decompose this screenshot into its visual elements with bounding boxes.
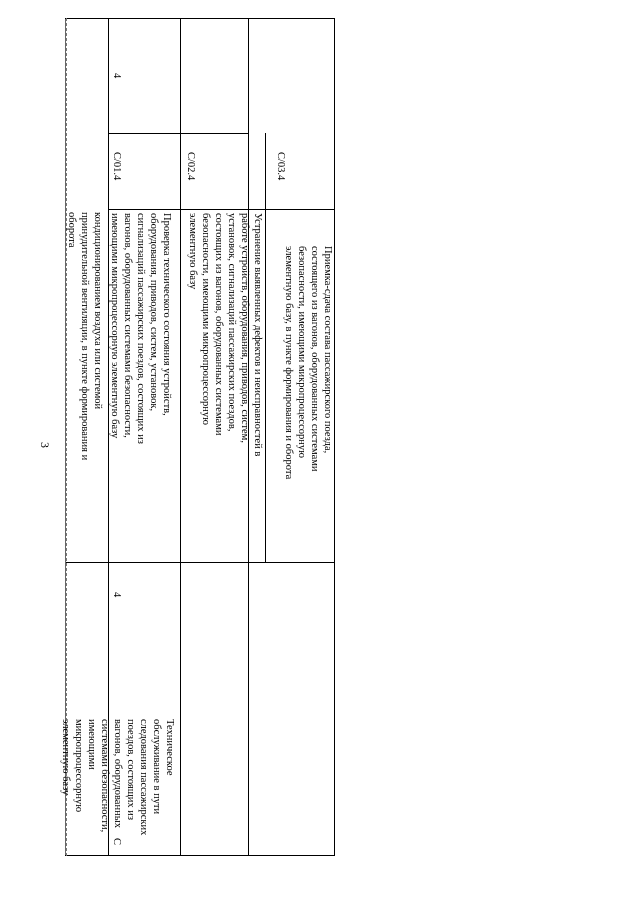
task-name: Устранение выявленных дефектов и неисправностей в работе устройств, оборудования, приводов, систем, установок, сигнализаций пассажирских поездов, состоящих из вагонов, оборудованных системами безопасности, имеющими микропроцессорную элементную базу [187,213,263,457]
table-border-bottom [65,855,335,856]
task-code: С/03.4 [275,152,286,181]
continuation-level: 4 [111,73,122,79]
continuation-text: кондиционированием воздуха или системой принудительной вентиляции, в пункте формирования и оборота [66,212,103,461]
task-divider [265,133,266,563]
row-divider [108,133,248,134]
row-divider [108,209,335,210]
table-border-top [65,18,335,19]
row-code: С [111,838,122,846]
task-name: Приемка-сдача состава пассажирского поезда, состоящего из вагонов, оборудованных системами безопасности, имеющими микропроцессорную элементную базу, в пункте формирования и оборота [283,246,333,480]
row-function: Техническое обслуживание в пути следования пассажирских поездов, состоящих из вагонов, оборудованных системами безопасности, имеющими микропроцессорную элементную базу [60,719,175,836]
page-number: 3 [38,442,52,448]
task-name: Проверка технического состояния устройств, оборудования, приводов, систем, установок, сигнализаций пассажирских поездов, состоящих из вагонов, оборудованных системами безопасности, имеющими микропроцессорную элементную базу [109,213,172,444]
task-code: С/01.4 [111,152,122,181]
task-code: С/02.4 [185,152,196,181]
table-border-right [334,18,335,856]
task-divider [180,133,181,563]
row-level: 4 [111,592,122,598]
